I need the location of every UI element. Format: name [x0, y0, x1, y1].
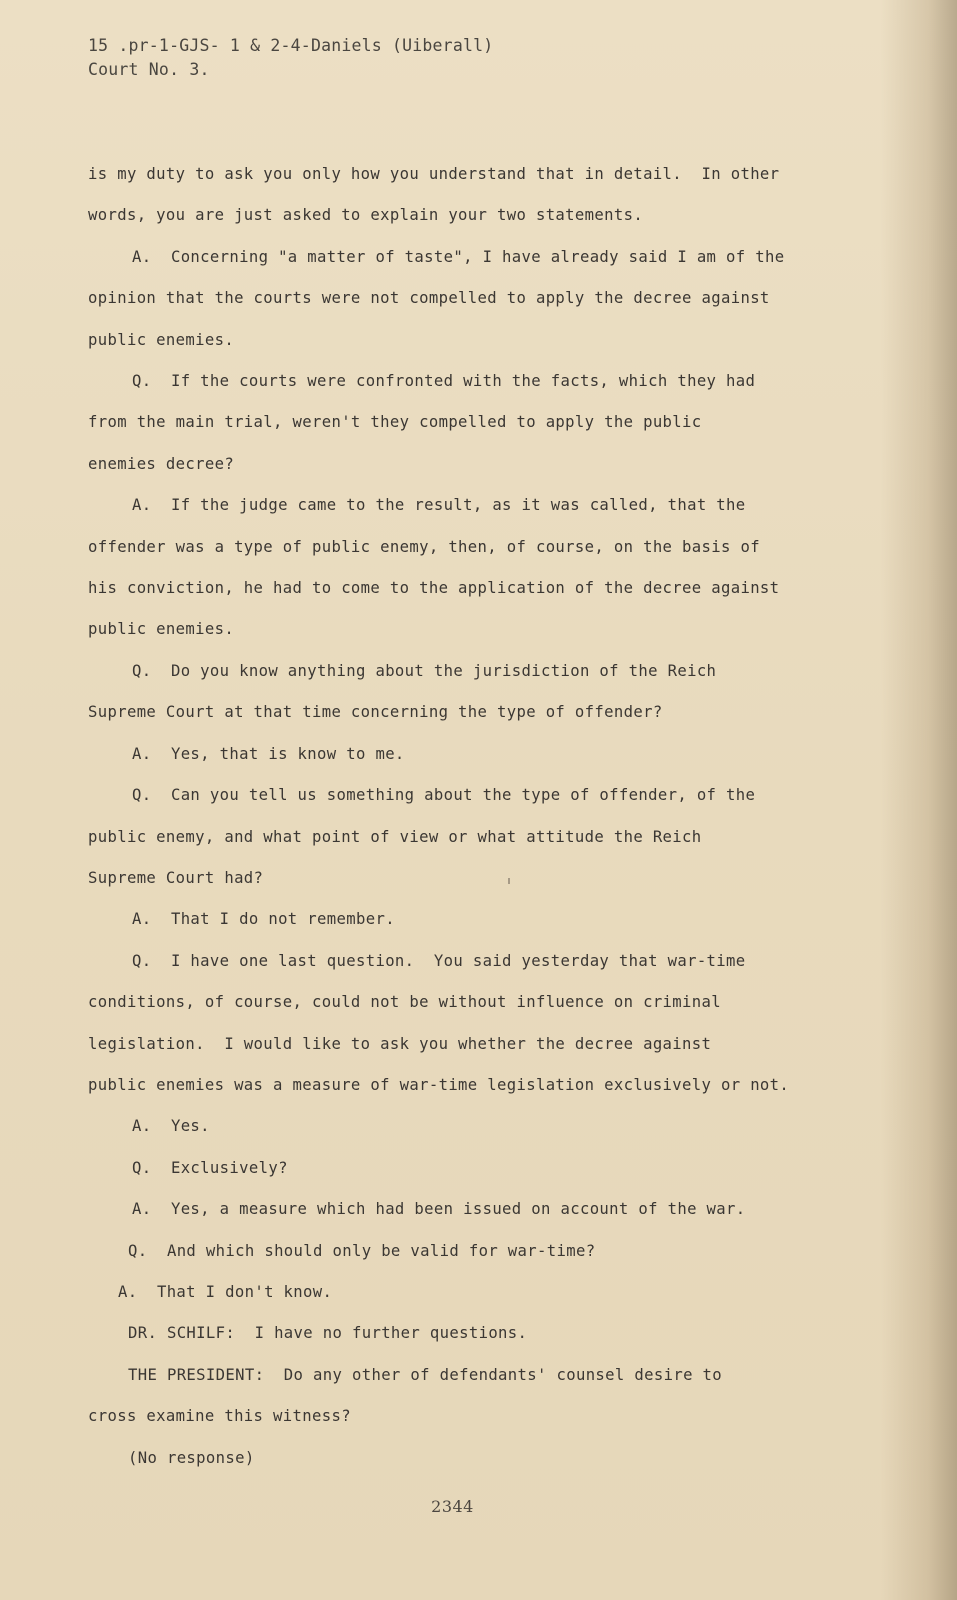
transcript-line: from the main trial, weren't they compelled to apply the public	[88, 413, 702, 432]
transcript-answer: A. That I do not remember.	[132, 910, 395, 929]
transcript-question: Q. If the courts were confronted with the facts, which they had	[132, 372, 756, 391]
transcript-question: Q. Do you know anything about the jurisdiction of the Reich	[132, 661, 717, 680]
transcript-stage-note: (No response)	[128, 1448, 255, 1467]
page-number: 2344	[431, 1497, 474, 1516]
transcript-question: Q. And which should only be valid for war-time?	[128, 1241, 596, 1260]
header-case-reference: 15 .pr-1-GJS- 1 & 2-4-Daniels (Uiberall)	[88, 36, 494, 55]
transcript-answer: A. Yes, that is know to me.	[132, 744, 405, 763]
transcript-line: conditions, of course, could not be without influence on criminal	[88, 993, 721, 1012]
transcript-line: cross examine this witness?	[88, 1407, 351, 1426]
transcript-line: public enemies was a measure of war-time legislation exclusively or not.	[88, 1075, 790, 1094]
transcript-line: opinion that the courts were not compelled to apply the decree against	[88, 289, 770, 308]
transcript-answer: A. Yes.	[132, 1117, 210, 1136]
transcript-question: Q. I have one last question. You said yesterday that war-time	[132, 951, 746, 970]
transcript-line: is my duty to ask you only how you understand that in detail. In other	[88, 165, 780, 183]
transcript-answer: A. Yes, a measure which had been issued on account of the war.	[132, 1200, 746, 1219]
transcript-answer: A. Concerning "a matter of taste", I have already said I am of the	[132, 247, 785, 266]
header-court-number: Court No. 3.	[88, 60, 210, 79]
transcript-line: offender was a type of public enemy, then, of course, on the basis of	[88, 537, 760, 556]
paper-mark	[508, 878, 510, 884]
transcript-line: his conviction, he had to come to the application of the decree against	[88, 579, 780, 598]
transcript-line: enemies decree?	[88, 454, 235, 473]
transcript-body	[88, 154, 918, 1479]
transcript-line: public enemy, and what point of view or what attitude the Reich	[88, 827, 702, 846]
transcript-answer: A. If the judge came to the result, as it was called, that the	[132, 496, 746, 515]
transcript-answer: A. That I don't know.	[118, 1282, 333, 1301]
transcript-question: Q. Can you tell us something about the type of offender, of the	[132, 786, 756, 805]
transcript-line: legislation. I would like to ask you whether the decree against	[88, 1034, 712, 1053]
transcript-line: public enemies.	[88, 330, 235, 349]
transcript-line: Supreme Court had?	[88, 868, 264, 887]
transcript-speaker-line: THE PRESIDENT: Do any other of defendants' counsel desire to	[128, 1365, 723, 1384]
transcript-line: words, you are just asked to explain your two statements.	[88, 206, 644, 225]
page-header	[88, 34, 493, 82]
transcript-question: Q. Exclusively?	[132, 1158, 288, 1177]
transcript-speaker-line: DR. SCHILF: I have no further questions.	[128, 1324, 528, 1343]
transcript-line: public enemies.	[88, 620, 235, 639]
transcript-line: Supreme Court at that time concerning the type of offender?	[88, 703, 663, 722]
